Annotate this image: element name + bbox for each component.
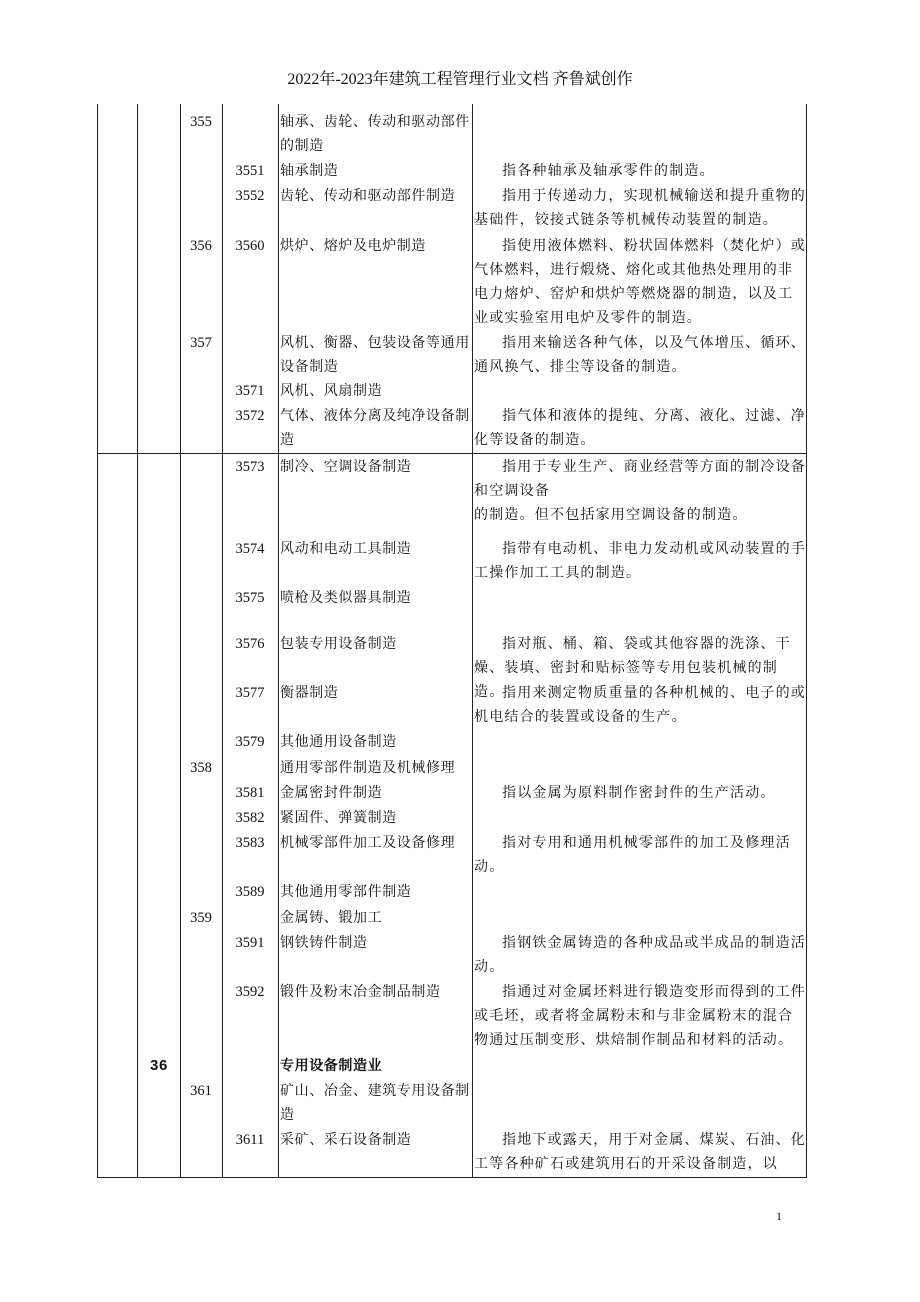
class-code: 3592	[235, 984, 265, 1000]
page-header: 2022年-2023年建筑工程管理行业文档 齐鲁斌创作	[287, 71, 633, 88]
category-description-continued: 的制造。但不包括家用空调设备的制造。	[474, 507, 748, 523]
category-description: 指以金属为原料制作密封件的生产活动。	[502, 785, 776, 801]
category-name: 轴承、齿轮、传动和驱动部件的制造	[280, 114, 470, 154]
table-border-left	[97, 104, 98, 1178]
class-code: 3552	[235, 188, 265, 204]
class-code: 3575	[235, 590, 265, 606]
category-name: 金属密封件制造	[280, 785, 383, 801]
category-name: 气体、液体分离及纯净设备制造	[280, 408, 470, 448]
category-name: 采矿、采石设备制造	[280, 1132, 412, 1148]
major-code: 36	[150, 1057, 168, 1074]
category-name: 通用零部件制造及机械修理	[280, 760, 456, 776]
table-border-right	[806, 104, 807, 1178]
class-code: 3579	[235, 734, 265, 750]
class-code: 3574	[235, 541, 265, 557]
category-name: 烘炉、熔炉及电炉制造	[280, 238, 426, 254]
category-description: 指对专用和通用机械零部件的加工及修理活动。	[474, 835, 791, 875]
class-code: 3551	[235, 163, 265, 179]
page-number: 1	[776, 1209, 782, 1223]
column-divider	[180, 104, 181, 1178]
group-code: 355	[190, 114, 212, 130]
category-description: 指各种轴承及轴承零件的制造。	[502, 163, 715, 179]
category-name: 钢铁铸件制造	[280, 935, 368, 951]
class-code: 3572	[235, 408, 265, 424]
class-code: 3591	[235, 935, 265, 951]
category-description: 指用于传递动力，实现机械输送和提升重物的基础件，铰接式链条等机械传动装置的制造。	[474, 188, 806, 228]
class-code: 3573	[235, 459, 265, 475]
group-code: 359	[190, 910, 212, 926]
class-code: 3583	[235, 835, 265, 851]
category-name: 金属铸、锻加工	[280, 910, 383, 926]
group-code: 357	[190, 335, 212, 351]
class-code: 3571	[235, 383, 265, 399]
category-name: 风机、衡器、包装设备等通用设备制造	[280, 335, 470, 375]
category-name: 风机、风扇制造	[280, 383, 383, 399]
category-name: 机械零部件加工及设备修理	[280, 835, 456, 851]
column-divider	[137, 104, 138, 1178]
category-description: 指使用液体燃料、粉状固体燃料（焚化炉）或气体燃料，进行煅烧、熔化或其他热处理用的非电力熔炉、窑炉和烘炉等燃烧器的制造，以及工业或实验室用电炉及零件的制造。	[474, 238, 806, 326]
category-name: 包装专用设备制造	[280, 636, 397, 652]
category-name: 衡器制造	[280, 685, 339, 701]
category-description: 指地下或露天，用于对金属、煤炭、石油、化工等各种矿石或建筑用石的开采设备制造，以	[474, 1132, 806, 1172]
category-name: 风动和电动工具制造	[280, 541, 412, 557]
group-code: 356	[190, 238, 212, 254]
class-code: 3582	[235, 810, 265, 826]
table-border-bottom	[97, 1177, 807, 1178]
class-code: 3560	[235, 238, 265, 254]
category-description: 指用来测定物质重量的各种机械的、电子的或机电结合的装置或设备的生产。	[474, 685, 806, 725]
category-name: 其他通用零部件制造	[280, 884, 412, 900]
class-code: 3611	[235, 1132, 265, 1148]
category-description: 指气体和液体的提纯、分离、液化、过滤、净化等设备的制造。	[474, 408, 806, 448]
section-divider	[97, 453, 807, 454]
category-name: 制冷、空调设备制造	[280, 459, 412, 475]
class-code: 3577	[235, 685, 265, 701]
category-description: 指通过对金属坯料进行锻造变形而得到的工件或毛坯，或者将金属粉末和与非金属粉末的混合物通过压制变形、烘焙制作制品和材料的活动。	[474, 984, 806, 1048]
group-code: 361	[190, 1083, 212, 1099]
class-code: 3581	[235, 785, 265, 801]
category-name: 锻件及粉末冶金制品制造	[280, 984, 441, 1000]
category-description: 指钢铁金属铸造的各种成品或半成品的制造活动。	[474, 935, 806, 975]
class-code: 3589	[235, 884, 265, 900]
industry-classification-table	[97, 104, 807, 1178]
category-name: 其他通用设备制造	[280, 734, 397, 750]
category-description: 指带有电动机、非电力发动机或风动装置的手工操作加工工具的制造。	[474, 541, 806, 581]
category-description: 指对瓶、桶、箱、袋或其他容器的洗涤、干燥、装填、密封和贴标签等专用包装机械的制造。	[474, 636, 791, 700]
column-divider	[472, 104, 473, 1178]
category-name: 矿山、冶金、建筑专用设备制造	[280, 1083, 470, 1123]
class-code: 3576	[235, 636, 265, 652]
category-description: 指用于专业生产、商业经营等方面的制冷设备和空调设备	[474, 459, 806, 499]
major-category-name: 专用设备制造业	[280, 1058, 383, 1074]
group-code: 358	[190, 760, 212, 776]
category-name: 紧固件、弹簧制造	[280, 810, 397, 826]
category-description: 指用来输送各种气体，以及气体增压、循环、通风换气、排尘等设备的制造。	[474, 335, 806, 375]
category-name: 喷枪及类似器具制造	[280, 590, 412, 606]
category-name: 齿轮、传动和驱动部件制造	[280, 188, 456, 204]
category-name: 轴承制造	[280, 163, 339, 179]
column-divider	[278, 104, 279, 1178]
